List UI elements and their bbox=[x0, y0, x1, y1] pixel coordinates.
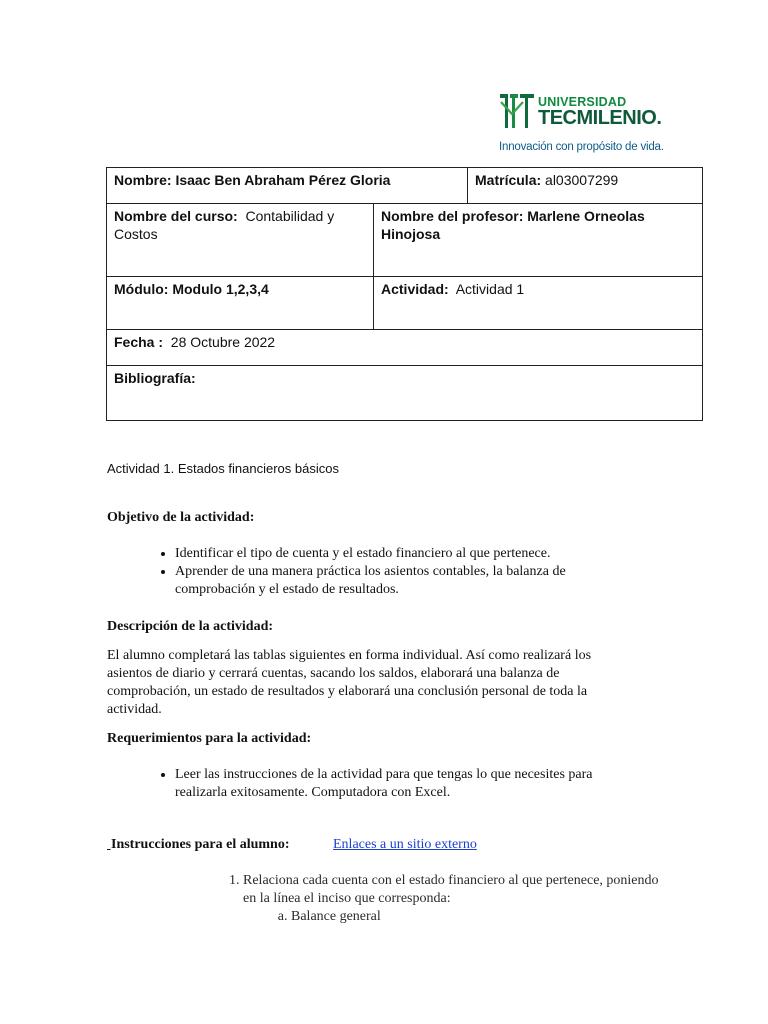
requerimientos-list bbox=[150, 766, 645, 802]
bibliografia-cell bbox=[107, 366, 703, 421]
descripcion-heading: Descripción de la actividad: bbox=[107, 619, 274, 634]
actividad-value: Actividad 1 bbox=[455, 281, 525, 297]
bibliografia-label: Bibliografía: bbox=[114, 370, 196, 386]
instrucciones-steps bbox=[221, 872, 673, 926]
modulo-cell bbox=[107, 277, 374, 330]
fecha-cell bbox=[107, 330, 703, 366]
activity-title: Actividad 1. Estados financieros básicos bbox=[107, 461, 339, 476]
profesor-cell bbox=[374, 204, 703, 277]
instrucciones-row bbox=[107, 836, 111, 854]
actividad-cell bbox=[374, 277, 703, 330]
logo-tagline: Innovación con propósito de vida. bbox=[499, 141, 664, 153]
objetivo-list bbox=[150, 545, 645, 599]
profesor-label: Nombre del profesor: bbox=[381, 208, 524, 224]
nombre-cell bbox=[107, 168, 468, 204]
fecha-value: 28 Octubre 2022 bbox=[170, 334, 276, 350]
objetivo-item: • Aprender de una manera práctica los asientos contables, la balanza de comprobación y el estado de resultados. bbox=[175, 563, 645, 599]
instrucciones-heading: Instrucciones para el alumno: bbox=[111, 837, 290, 852]
student-info-table bbox=[106, 167, 703, 421]
descripcion-text: El alumno completará las tablas siguientes en forma individual. Así como realizará los asientos de diario y cerrará cuentas, sacando los saldos, elaborará una balanza de comprobación, un estado de resultados y elaborará una conclusión personal de toda la actividad. bbox=[107, 648, 592, 717]
logo-tecmilenio-text: TECMILENIO. bbox=[538, 107, 662, 129]
curso-label: Nombre del curso: bbox=[114, 208, 238, 224]
objetivo-heading: Objetivo de la actividad: bbox=[107, 510, 255, 525]
nombre-label: Nombre: bbox=[114, 172, 172, 188]
matricula-label: Matrícula: bbox=[475, 172, 542, 188]
modulo-value: Modulo 1,2,3,4 bbox=[172, 281, 269, 297]
sub-items-list bbox=[243, 908, 673, 926]
requerimientos-heading: Requerimientos para la actividad: bbox=[107, 731, 312, 746]
profesor-value: Marlene Orneolas Hinojosa bbox=[381, 208, 645, 242]
external-link[interactable]: Enlaces a un sitio externo bbox=[333, 837, 477, 852]
requerimientos-item: • Leer las instrucciones de la actividad para que tengas lo que necesites para realizarla exitosamente. Computadora con Excel. bbox=[175, 766, 645, 802]
nombre-value: Isaac Ben Abraham Pérez Gloria bbox=[175, 172, 391, 188]
matricula-value: al03007299 bbox=[545, 172, 619, 188]
curso-cell bbox=[107, 204, 374, 277]
actividad-label: Actividad: bbox=[381, 281, 449, 297]
matricula-cell bbox=[468, 168, 703, 204]
curso-value: Contabilidad y Costos bbox=[114, 208, 335, 242]
sub-item: a. Balance general bbox=[291, 908, 673, 926]
modulo-label: Módulo: bbox=[114, 281, 169, 297]
objetivo-item: • Identificar el tipo de cuenta y el estado financiero al que pertenece. bbox=[175, 545, 645, 563]
tecmilenio-logo bbox=[498, 92, 678, 158]
tecmilenio-emblem-icon bbox=[498, 92, 536, 132]
step-item bbox=[243, 872, 673, 926]
fecha-label: Fecha : bbox=[114, 334, 164, 350]
logo-university-text: UNIVERSIDAD bbox=[538, 95, 627, 109]
step-text: Relaciona cada cuenta con el estado financiero al que pertenece, poniendo en la línea el inciso que corresponda: bbox=[243, 873, 659, 906]
